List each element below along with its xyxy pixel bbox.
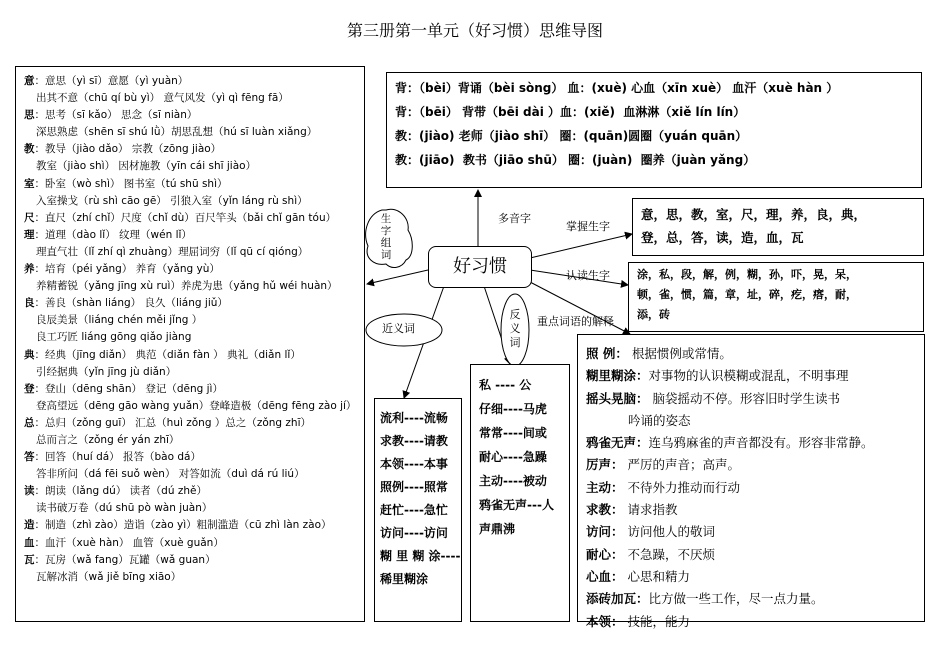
label-jinyi: 近义词 [382, 322, 415, 335]
char-word-line [24, 210, 364, 227]
char-head: 登 [24, 382, 35, 395]
char-head: 瓦 [24, 553, 35, 566]
char-words: ：朗读（lǎng dú） 读者（dú zhě） [34, 485, 207, 498]
definition-term: 摇头晃脑： [586, 390, 649, 406]
char-word-line [24, 398, 364, 415]
char-words: 深思熟虑（shēn sī shú lǜ）胡思乱想（hú sī luàn xiǎng） [36, 126, 318, 139]
definitions-box [577, 334, 925, 629]
char-words: ：卧室（wò shì） 图书室（tú shū shì） [34, 177, 228, 190]
char-words: ：制造（zhì zào）造诣（zào yì）粗制滥造（cū zhì làn zào） [34, 519, 332, 532]
synonym-pair: 稀里糊涂 [380, 572, 429, 586]
char-head: 总 [24, 416, 35, 429]
char-word-line [24, 124, 364, 141]
polyphone-line: 教：(jiào) 老师（jiào shī） 圈：(quān)圆圈（yuán quān） [395, 129, 748, 143]
definition-term: 添砖加瓦： [586, 591, 649, 607]
char-head: 尺 [24, 211, 35, 224]
char-head: 读 [24, 485, 35, 498]
char-word-line [24, 141, 364, 158]
mastery-line: 登，总，答，读，造，血，瓦 [641, 230, 804, 245]
char-word-line [24, 295, 364, 312]
char-words: ：回答（huí dá） 报答（bào dá） [34, 451, 201, 464]
polyphone-line: 背：（bēi） 背带（bēi dài ）血：(xiě) 血淋淋（xiě lín lín） [395, 105, 746, 119]
char-word-line [24, 158, 364, 175]
char-head: 养 [24, 263, 35, 276]
char-words: 养精蓄锐（yǎng jīng xù ruì）养虎为患（yǎng hǔ wéi huàn） [36, 280, 338, 293]
antonym-pair: 私 ---- 公 [479, 378, 532, 392]
definition-text: 吟诵的姿态 [628, 412, 691, 428]
definition-text: 请求指教 [623, 502, 678, 518]
recognize-line: 顿，雀，惯，篇，章，址，碎，疙，瘩，耐， [637, 288, 857, 301]
char-head: 答 [24, 451, 35, 464]
char-word-line [24, 176, 364, 193]
synonym-pair: 访问----访问 [380, 526, 448, 540]
definition-term: 厉声： [586, 457, 624, 473]
char-words: ：血汗（xuè hàn） 血管（xuè guǎn） [34, 536, 224, 549]
recognize-box [628, 262, 924, 332]
char-word-line [24, 364, 364, 381]
synonym-pair: 求教----请教 [380, 434, 448, 448]
char-word-line [24, 278, 364, 295]
antonym-pair: 常常----间或 [479, 426, 547, 440]
char-words: ：培育（péi yǎng） 养育（yǎng yù） [34, 263, 220, 276]
antonym-pair: 仔细----马虎 [479, 402, 547, 416]
synonym-pair: 本领----本事 [380, 457, 448, 471]
polyphone-line: 教：(jiāo) 教书（jiāo shū） 圈：(juàn) 圈养（juàn yǎng） [395, 153, 756, 167]
char-words: 引经据典（yǐn jīng jù diǎn） [36, 365, 177, 378]
definition-text: 心思和精力 [623, 568, 690, 584]
char-word-line [24, 90, 364, 107]
char-word-line [24, 193, 364, 210]
label-fanyi: 反义词 [509, 308, 521, 349]
char-word-line [24, 415, 364, 432]
definition-line [586, 365, 924, 387]
definition-text: 脑袋摇动不停。形容旧时学生读书 [648, 390, 840, 406]
char-words: 读书破万卷（dú shū pò wàn juàn） [36, 502, 213, 515]
char-head: 造 [24, 519, 35, 532]
char-word-line [24, 261, 364, 278]
char-word-line [24, 107, 364, 124]
recognize-line: 添，砖 [637, 308, 670, 321]
char-words: 出其不意（chū qí bù yì） 意气风发（yì qì fēng fā） [36, 92, 289, 105]
char-head: 意 [24, 75, 35, 87]
char-words: ：意思（yì sī）意愿（yì yuàn） [34, 75, 189, 87]
char-words: 入室操戈（rù shì cāo gē） 引狼入室（yǐn láng rù shì） [36, 194, 308, 207]
label-explain: 重点词语的解释 [537, 315, 614, 328]
definition-term: 耐心： [586, 546, 624, 562]
char-word-line [24, 381, 364, 398]
definition-line [586, 521, 924, 543]
definition-text: 比方做一些工作，尽一点力量。 [648, 591, 824, 607]
definition-line [586, 588, 924, 610]
char-word-line [24, 500, 364, 517]
definition-term: 照 例： [586, 346, 628, 361]
char-word-line [24, 449, 364, 466]
definition-line [586, 410, 924, 432]
antonym-pair: 耐心----急躁 [479, 450, 547, 464]
char-word-line [24, 312, 364, 329]
char-word-line [24, 552, 364, 569]
char-words: 总而言之（zǒng ér yán zhī） [36, 433, 180, 446]
char-words: 良辰美景（liáng chén měi jǐng ） [36, 314, 203, 327]
char-words: ：教导（jiào dǎo） 宗教（zōng jiào） [34, 143, 222, 156]
label-shengzi: 生字组词 [380, 213, 392, 261]
definition-line [586, 566, 924, 588]
char-word-line [24, 73, 364, 90]
char-word-line [24, 517, 364, 534]
char-words: 答非所问（dá fēi suǒ wèn） 对答如流（duì dá rú liú） [36, 468, 305, 481]
definition-term: 糊里糊涂： [586, 368, 649, 384]
char-word-line [24, 535, 364, 552]
synonym-pair: 流利----流畅 [380, 411, 448, 425]
mastery-line: 意，思，教，室，尺，理，养，良，典， [641, 207, 867, 222]
definition-term: 求教： [586, 502, 624, 518]
definition-text: 根据惯例或常情。 [627, 346, 732, 361]
char-words: ：善良（shàn liáng） 良久（liáng jiǔ） [34, 297, 228, 310]
char-words: ：经典（jīng diǎn） 典范（diǎn fàn ） 典礼（diǎn lǐ） [34, 348, 301, 361]
synonym-pair: 照例----照常 [380, 480, 448, 494]
antonym-pair: 主动----被动 [479, 474, 547, 488]
char-head: 理 [24, 228, 35, 241]
synonym-pair: 糊 里 糊 涂---- [380, 549, 461, 563]
char-words: 良工巧匠 liáng gōng qiǎo jiàng [36, 331, 192, 344]
char-head: 教 [24, 143, 35, 156]
char-head: 典 [24, 348, 35, 361]
definition-text: 连乌鸦麻雀的声音都没有。形容非常静。 [648, 435, 874, 451]
definition-text: 不待外力推动而行动 [623, 479, 740, 495]
definition-line [586, 454, 924, 476]
definition-line [586, 343, 924, 365]
polyphone-box [386, 72, 922, 188]
definition-text: 严厉的声音；高声。 [623, 457, 740, 473]
definition-term: 心血： [586, 568, 624, 584]
char-head: 思 [24, 109, 35, 122]
definition-line [586, 432, 924, 454]
definition-line [586, 477, 924, 499]
char-words: ：瓦房（wǎ fang）瓦罐（wǎ guan） [34, 553, 216, 566]
center-node: 好习惯 [428, 246, 532, 288]
label-master: 掌握生字 [566, 220, 610, 233]
definition-line [586, 611, 924, 633]
arrow-mastery [530, 234, 632, 258]
definition-term: 主动： [586, 479, 624, 495]
definition-text: 技能，能力 [623, 613, 690, 629]
char-words-box [15, 66, 365, 622]
char-head: 血 [24, 536, 35, 549]
char-head: 室 [24, 177, 35, 190]
definition-line [586, 499, 924, 521]
definition-text: 对事物的认识模糊或混乱，不明事理 [648, 368, 849, 384]
recognize-line: 涂，私，段，解，例，糊，孙，吓，晃，呆， [637, 268, 857, 281]
definition-term: 本领： [586, 613, 624, 629]
char-word-line [24, 227, 364, 244]
polyphone-line: 背：（bèi）背诵（bèi sòng） 血：(xuè) 心血（xīn xuè） 血汗（xuè hàn ） [395, 81, 839, 95]
definition-line [586, 544, 924, 566]
char-head: 良 [24, 297, 35, 310]
char-words: ：道理（dào lǐ） 纹理（wén lǐ） [34, 228, 192, 241]
arrow-left [367, 270, 428, 284]
definition-term: 鸦雀无声： [586, 435, 649, 451]
char-words: ：总归（zǒng guī） 汇总（huì zǒng ）总之（zǒng zhī） [34, 416, 312, 429]
char-word-line [24, 347, 364, 364]
mastery-box [632, 198, 924, 256]
antonym-pair: 鸦雀无声---人 [479, 498, 554, 512]
antonym-pair: 声鼎沸 [479, 522, 516, 536]
char-words: 瓦解冰消（wǎ jiě bīng xiāo） [36, 570, 182, 583]
definition-line [586, 388, 924, 410]
antonyms-box [470, 364, 570, 622]
char-word-line [24, 466, 364, 483]
char-word-line [24, 432, 364, 449]
definition-text: 不急躁，不厌烦 [623, 546, 715, 562]
char-words: 教室（jiào shì） 因材施教（yīn cái shī jiào） [36, 160, 257, 173]
synonyms-box [374, 398, 462, 622]
synonym-pair: 赶忙----急忙 [380, 503, 448, 517]
definition-text: 访问他人的敬词 [623, 524, 715, 540]
char-words: 理直气壮（lǐ zhí qì zhuàng）理屈词穷（lǐ qū cí qióng） [36, 245, 309, 258]
label-recognize: 认读生字 [566, 269, 610, 282]
char-words: 登高望远（dēng gāo wàng yuǎn）登峰造极（dēng fēng zào jí） [36, 399, 357, 412]
char-word-line [24, 483, 364, 500]
char-word-line [24, 244, 364, 261]
page-title: 第三册第一单元（好习惯）思维导图 [346, 21, 603, 40]
char-word-line [24, 329, 364, 346]
char-words: ：直尺（zhí chǐ）尺度（chǐ dù）百尺竿头（bǎi chǐ gān tóu） [34, 211, 337, 224]
char-word-line [24, 569, 364, 586]
definition-term: 访问： [586, 524, 624, 540]
char-words: ：登山（dēng shān） 登记（dēng jì） [34, 382, 223, 395]
char-words: ：思考（sī kǎo） 思念（sī niàn） [34, 109, 198, 122]
label-polyphone: 多音字 [498, 212, 531, 225]
